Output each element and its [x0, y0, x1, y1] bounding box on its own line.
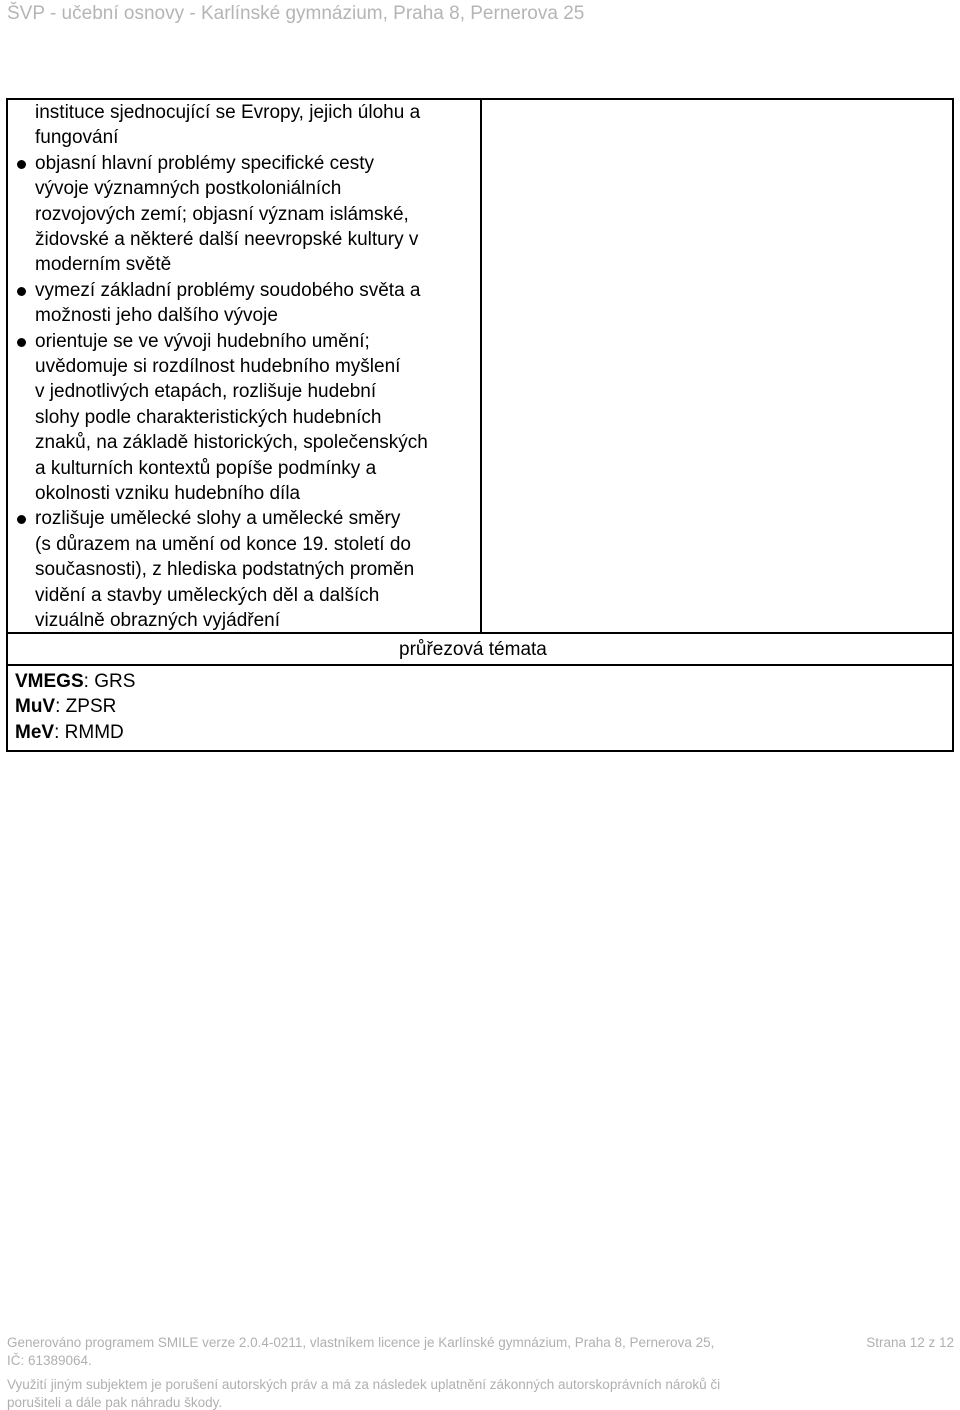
curriculum-table	[6, 98, 954, 752]
outcome-text-line: uvědomuje si rozdílnost hudebního myšlení	[35, 356, 401, 377]
footer-generated-by: Generováno programem SMILE verze 2.0.4-0211, vlastníkem licence je Karlínské gymnázium, Praha 8, Pernerova 25,	[7, 1335, 715, 1350]
outcome-text-line: rozvojových zemí; objasní význam islámské,	[35, 203, 409, 225]
outcome-text-line: v jednotlivých etapách, rozlišuje hudební	[35, 381, 377, 403]
bullet-icon	[17, 287, 26, 296]
cross-topic-value: GRS	[94, 671, 136, 692]
cross-topic-abbr: MeV	[15, 721, 55, 743]
cross-topics-header: průřezová témata	[399, 639, 547, 660]
footer-copyright-notice: Využití jiným subjektem je porušení autorských práv a má za následek uplatnění zákonných autorskoprávních nároků či	[7, 1377, 721, 1392]
outcome-text-line: vývoje významných postkoloniálních	[35, 178, 342, 200]
expected-outcomes-cell	[6, 98, 482, 634]
cross-topic-item	[15, 694, 135, 719]
outcome-text-line: rozlišuje umělecké slohy a umělecké směry	[35, 508, 401, 530]
page-number: Strana 12 z 12	[866, 1335, 954, 1350]
cross-topic-separator: :	[55, 696, 66, 718]
cross-topic-abbr: MuV	[15, 696, 56, 718]
cross-topics-header-cell	[6, 632, 954, 666]
outcome-text-line: moderním světě	[35, 254, 172, 276]
cross-topic-separator: :	[54, 721, 65, 743]
cross-topics-cell	[6, 664, 954, 752]
outcome-text-line: fungování	[35, 127, 119, 149]
outcome-text-line: znaků, na základě historických, společenských	[35, 432, 428, 454]
cross-topic-value: ZPSR	[65, 696, 117, 718]
outcome-text-line: (s důrazem na umění od konce 19. století do	[35, 533, 411, 555]
outcome-text-line: orientuje se ve vývoji hudebního umění;	[35, 330, 370, 352]
outcome-text-line: současnosti), z hlediska podstatných proměn	[35, 559, 415, 581]
outcome-text-line: objasní hlavní problémy specifické cesty	[35, 152, 374, 174]
cross-topic-value: RMMD	[64, 721, 124, 743]
cross-topics-list	[15, 669, 135, 745]
outcome-text-line: okolnosti vzniku hudebního díla	[35, 483, 301, 504]
footer-ico: IČ: 61389064.	[7, 1353, 92, 1368]
outcome-text-line: instituce sjednocující se Evropy, jejich úlohu a	[35, 102, 421, 123]
bullet-icon	[17, 160, 26, 169]
bullet-icon	[17, 515, 26, 524]
outcome-text-line: slohy podle charakteristických hudebních	[35, 406, 382, 428]
outcome-text-line: vymezí základní problémy soudobého světa a	[35, 279, 421, 301]
page-header-title: ŠVP - učební osnovy - Karlínské gymnázium, Praha 8, Pernerova 25	[7, 3, 585, 24]
outcome-text-line: vizuálně obrazných vyjádření	[35, 610, 281, 631]
outcome-text-line: a kulturních kontextů popíše podmínky a	[35, 457, 377, 479]
outcome-text-line: možnosti jeho dalšího vývoje	[35, 305, 278, 327]
bullet-icon	[17, 338, 26, 347]
footer-copyright-notice-cont: porušiteli a dále pak náhradu škody.	[7, 1395, 223, 1410]
curriculum-content-cell	[480, 98, 954, 634]
cross-topic-separator: :	[83, 671, 95, 692]
cross-topic-item	[15, 720, 135, 745]
outcome-text-line: židovské a některé další neevropské kultury v	[35, 229, 419, 250]
cross-topic-item	[15, 669, 135, 694]
outcome-text-line: vidění a stavby uměleckých děl a dalších	[35, 584, 380, 606]
cross-topic-abbr: VMEGS	[15, 671, 84, 692]
